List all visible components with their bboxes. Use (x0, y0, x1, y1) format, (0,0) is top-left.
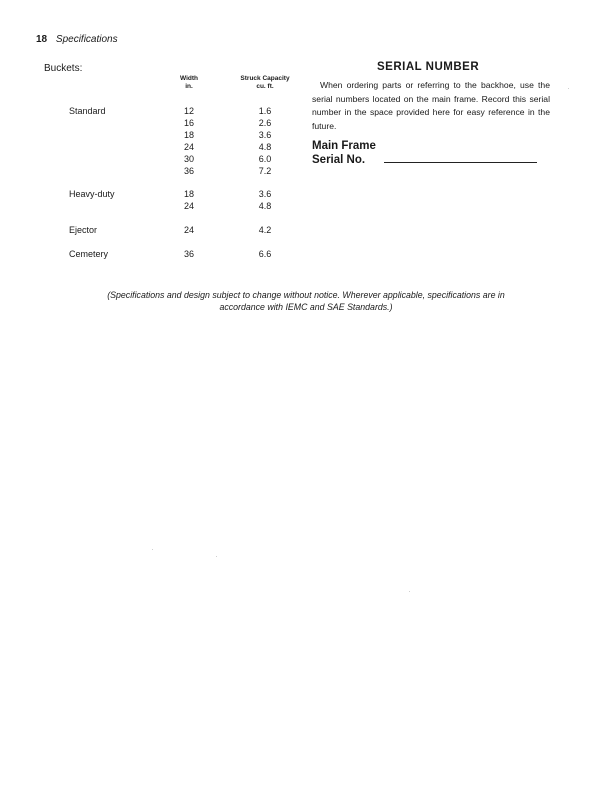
capacity-value: 6.0 (258, 154, 272, 164)
serial-number-heading: SERIAL NUMBER (377, 61, 480, 73)
width-value: 30 (183, 154, 194, 164)
width-value: 18 (183, 130, 194, 140)
category-standard: Standard (69, 106, 106, 116)
width-value: 24 (183, 201, 194, 211)
buckets-label: Buckets: (44, 63, 83, 74)
serial-no-blank-line (384, 162, 537, 163)
capacity-value: 3.6 (258, 130, 272, 140)
serial-instructions: When ordering parts or referring to the backhoe, use the serial numbers located on the main frame. Record this serial number in the space provided here for easy reference in the future. (312, 80, 550, 131)
specifications-footnote: (Specifications and design subject to change without notice. Wherever applicable, specifications are in accordance with IEMC and SAE Standards.) (107, 290, 505, 312)
capacity-value: 6.6 (258, 249, 272, 259)
page-header (36, 34, 118, 45)
width-value: 24 (183, 142, 194, 152)
capacity-column-header: Struck Capacity cu. ft. (240, 75, 290, 90)
capacity-value: 4.8 (258, 142, 272, 152)
scan-speck (152, 549, 153, 550)
main-frame-label: Main Frame (312, 140, 376, 152)
scan-speck (409, 591, 410, 592)
capacity-value: 1.6 (258, 106, 272, 116)
section-title: Specifications (55, 34, 118, 45)
capacity-value: 2.6 (258, 118, 272, 128)
category-ejector: Ejector (69, 225, 98, 235)
scan-speck (568, 88, 569, 89)
capacity-value: 7.2 (258, 166, 272, 176)
width-value: 36 (183, 249, 194, 259)
width-value: 16 (183, 118, 194, 128)
serial-no-label: Serial No. (312, 154, 366, 166)
capacity-value: 4.2 (258, 225, 272, 235)
width-value: 36 (183, 166, 194, 176)
width-value: 24 (183, 225, 194, 235)
capacity-value: 3.6 (258, 189, 272, 199)
capacity-value: 4.8 (258, 201, 272, 211)
category-heavy-duty: Heavy-duty (69, 189, 115, 199)
page-number: 18 (36, 34, 48, 45)
width-value: 12 (183, 106, 194, 116)
scan-speck (216, 556, 217, 557)
width-column-header: Width in. (180, 75, 198, 90)
width-value: 18 (183, 189, 194, 199)
category-cemetery: Cemetery (69, 249, 109, 259)
